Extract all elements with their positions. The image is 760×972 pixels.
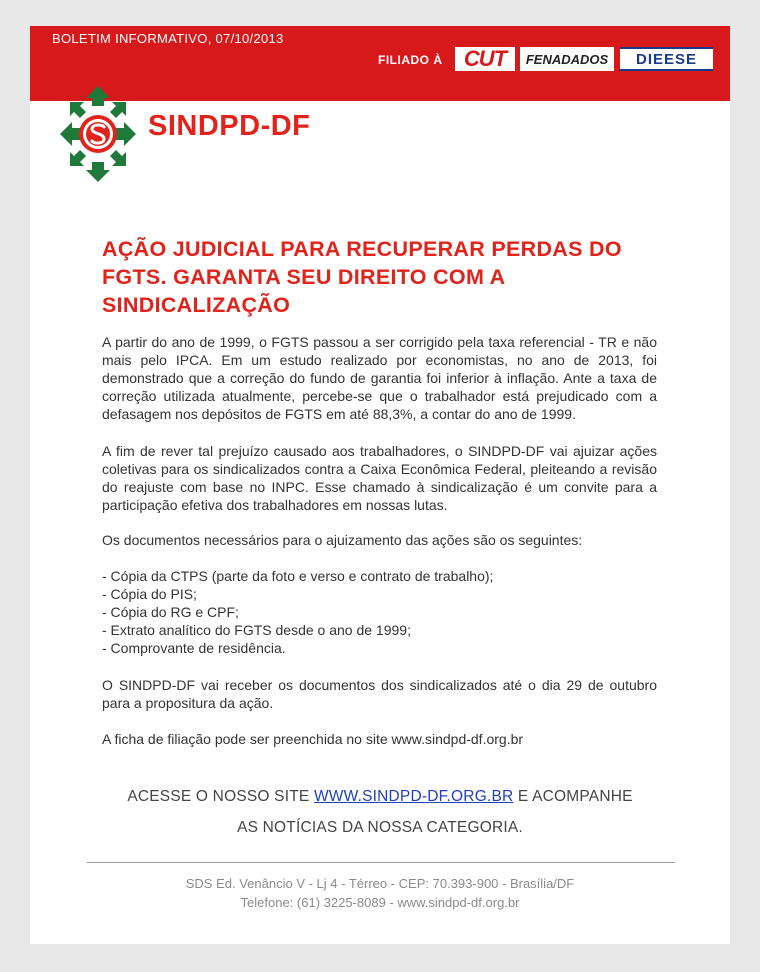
list-item: - Cópia do RG e CPF;: [102, 604, 239, 620]
footer-address: SDS Ed. Venâncio V - Lj 4 - Térreo - CEP: 70.393-900 - Brasília/DF: [185, 876, 575, 891]
list-item: - Extrato analítico do FGTS desde o ano de 1999;: [102, 622, 411, 638]
list-item: - Comprovante de residência.: [102, 640, 286, 656]
sindpd-logo-text: SINDPD-DF: [148, 110, 311, 142]
footer-divider: [87, 862, 675, 863]
sindpd-emblem-icon: [58, 84, 138, 184]
paragraph-membership-form: A ficha de filiação pode ser preenchida no site www.sindpd-df.org.br: [102, 731, 524, 747]
list-item: - Cópia da CTPS (parte da foto e verso e contrato de trabalho);: [102, 568, 494, 584]
article-headline: AÇÃO JUDICIAL PARA RECUPERAR PERDAS DO FGTS. GARANTA SEU DIREITO COM A SINDICALIZAÇÃO: [102, 237, 622, 317]
fenadados-logo: [520, 47, 614, 71]
newsletter-card: [30, 26, 730, 944]
fenadados-label: FENADADOS: [525, 51, 609, 67]
affiliated-label: FILIADO À: [378, 53, 443, 67]
cta-prefix: ACESSE O NOSSO SITE: [127, 788, 314, 805]
cta-line-2: AS NOTÍCIAS DA NOSSA CATEGORIA.: [237, 819, 523, 836]
list-item: - Cópia do PIS;: [102, 586, 197, 602]
footer-contact: Telefone: (61) 3225-8089 - www.sindpd-df.org.br: [240, 895, 520, 910]
paragraph-documents-intro: Os documentos necessários para o ajuizamento das ações são os seguintes:: [102, 532, 583, 548]
cut-logo: CUT: [455, 47, 515, 71]
site-link[interactable]: WWW.SINDPD-DF.ORG.BR: [313, 788, 514, 805]
cta-suffix: E ACOMPANHE: [513, 788, 633, 805]
dieese-logo: DIEESE: [620, 47, 713, 71]
paragraph-deadline: O SINDPD-DF vai receber os documentos dos sindicalizados até o dia 29 de outubro para a propositura da ação.: [102, 677, 657, 711]
documents-list: [102, 567, 493, 657]
paragraph-collective-action: A fim de rever tal prejuízo causado aos trabalhadores, o SINDPD-DF vai ajuizar ações coletivas para os sindicalizados contra a Caixa Econômica Federal, pleiteando a revisão do reajuste com base no INPC. Esse chamado à sindicalização é um convite para a participação efetiva dos trabalhadores em nossas lutas.: [102, 443, 657, 513]
cta-line-1: [30, 788, 730, 806]
bulletin-label: BOLETIM INFORMATIVO, 07/10/2013: [52, 31, 284, 46]
paragraph-fgts-correction: A partir do ano de 1999, o FGTS passou a ser corrigido pela taxa referencial - TR e não mais pelo IPCA. Em um estudo realizado por economistas, no ano de 2013, foi demonstrado que a correção do fundo de garantia foi inferior à inflação. Ante a taxa de correção utilizada atualmente, percebe-se que o trabalhador está prejudicado com a defasagem nos depósitos de FGTS em até 88,3%, a contar do ano de 1999.: [102, 334, 657, 422]
